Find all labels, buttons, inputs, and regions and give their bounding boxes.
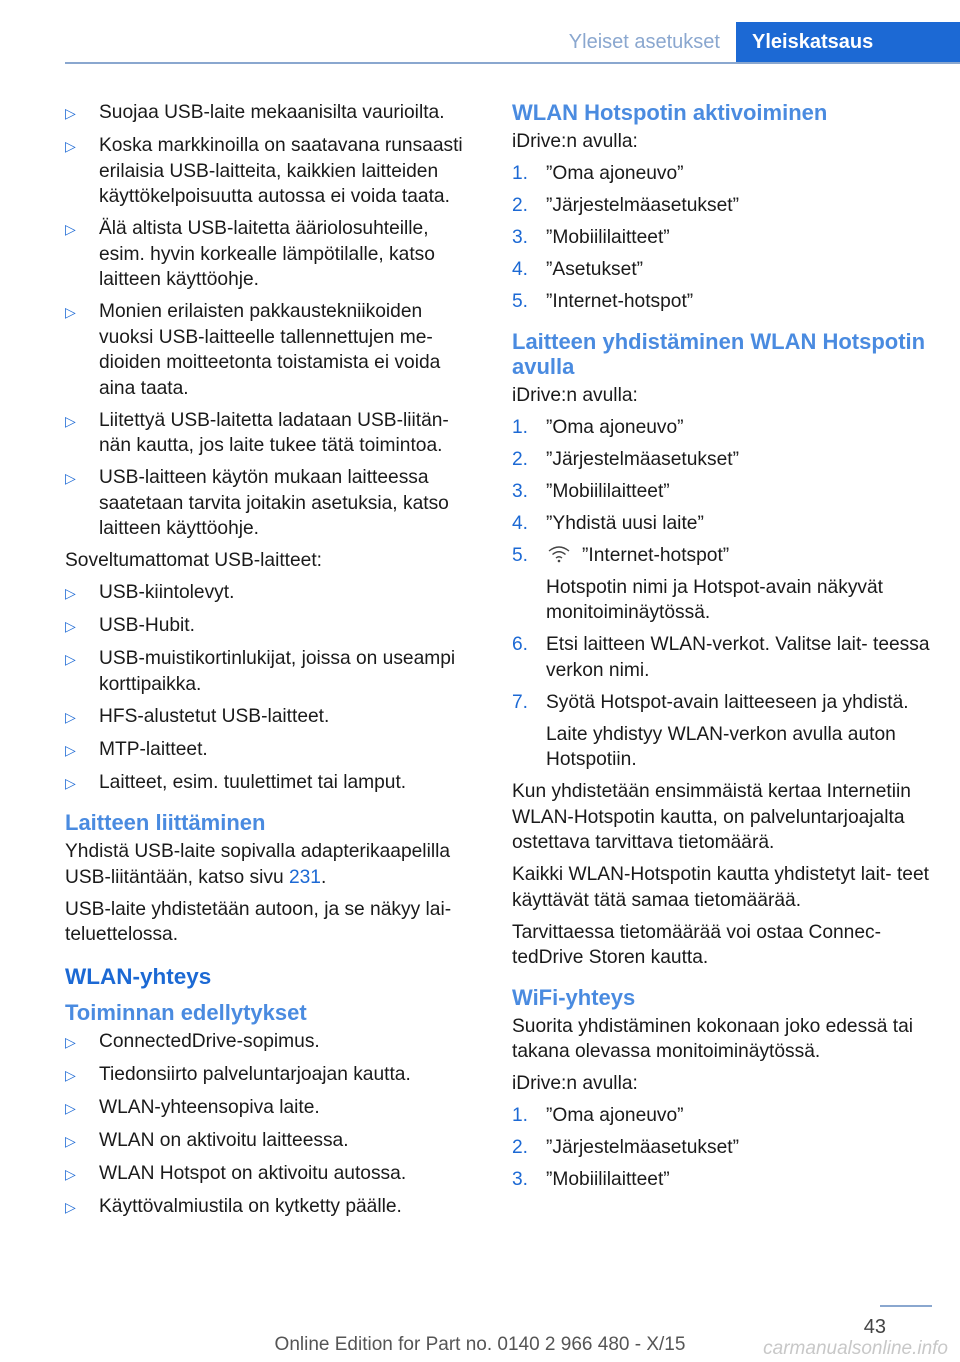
list-item bbox=[512, 1167, 932, 1193]
list-item bbox=[512, 289, 932, 315]
bullet-text: USB-laitteen käytön mukaan laitteessa saatetaan tarvita joitakin asetuksia, katso laitteen käyttöohje. bbox=[99, 467, 449, 539]
bullet-triangle-icon: ▷ bbox=[65, 304, 76, 320]
list-item bbox=[512, 543, 932, 626]
bullet-triangle-icon: ▷ bbox=[65, 221, 76, 237]
heading-requirements: Toiminnan edellytykset bbox=[65, 999, 307, 1025]
step-text: ”Asetukset” bbox=[546, 259, 644, 280]
step-number: 4. bbox=[512, 259, 529, 280]
page-number: 43 bbox=[863, 1316, 886, 1338]
list-item bbox=[65, 216, 475, 293]
list-item bbox=[65, 704, 475, 731]
step-number: 3. bbox=[512, 480, 529, 502]
step-text: Syötä Hotspot-avain laitteeseen ja yhdistä. bbox=[546, 691, 909, 713]
connect-text-a: Yhdistä USB-laite sopivalla adapterikaapelilla USB-liitäntään, katso sivu bbox=[65, 841, 451, 888]
idrive-label-3: iDrive:n avulla: bbox=[512, 1073, 638, 1094]
bullet-text: Laitteet, esim. tuulettimet tai lamput. bbox=[99, 771, 407, 793]
step-number: 2. bbox=[512, 1137, 529, 1158]
heading-connect-device: Laitteen liittäminen bbox=[65, 810, 266, 835]
bullet-text: ConnectedDrive-sopimus. bbox=[99, 1030, 320, 1052]
bullet-triangle-icon: ▷ bbox=[65, 1198, 76, 1215]
step-text: ”Mobiililaitteet” bbox=[546, 480, 670, 502]
list-item bbox=[65, 770, 475, 797]
list-item bbox=[512, 225, 932, 251]
list-item bbox=[65, 1128, 475, 1155]
list-item bbox=[512, 632, 932, 683]
bullet-text: Käyttövalmiustila on kytketty päälle. bbox=[99, 1195, 402, 1217]
bullet-triangle-icon: ▷ bbox=[65, 1165, 76, 1182]
wifi-steps bbox=[512, 1103, 932, 1193]
left-column bbox=[65, 100, 475, 1227]
usb-notes-list bbox=[65, 100, 475, 542]
bullet-text: USB-kiintolevyt. bbox=[99, 582, 235, 603]
bullet-triangle-icon: ▷ bbox=[65, 774, 76, 791]
bullet-triangle-icon: ▷ bbox=[65, 1033, 76, 1050]
connect-paragraph-1 bbox=[65, 839, 475, 890]
step-text: ”Yhdistä uusi laite” bbox=[546, 512, 704, 534]
step-text: ”Järjestelmäasetukset” bbox=[546, 195, 740, 216]
connect-paragraph-2: USB-laite yhdistetään autoon, ja se näkyy lai- teluettelossa. bbox=[65, 898, 452, 945]
connect-text-b: . bbox=[320, 866, 327, 888]
bullet-triangle-icon: ▷ bbox=[65, 1132, 76, 1149]
bullet-triangle-icon: ▷ bbox=[65, 651, 76, 667]
list-item bbox=[65, 1062, 475, 1089]
step-text: ”Mobiililaitteet” bbox=[546, 1169, 670, 1190]
list-item bbox=[512, 1135, 932, 1161]
header-bar bbox=[65, 0, 960, 64]
data-purchase-paragraph: Kun yhdistetään ensimmäistä kertaa Internetiin WLAN-Hotspotin kautta, on palveluntarjoajalta ostettava tarvittava tietomäärä. bbox=[512, 781, 911, 853]
bullet-triangle-icon: ▷ bbox=[65, 105, 76, 121]
list-item bbox=[65, 408, 475, 459]
list-item bbox=[65, 465, 475, 542]
list-item bbox=[65, 1029, 475, 1056]
unsuitable-devices-label: Soveltumattomat USB-laitteet: bbox=[65, 550, 323, 571]
bullet-triangle-icon: ▷ bbox=[65, 412, 76, 429]
step-number: 5. bbox=[512, 291, 529, 312]
list-item bbox=[65, 580, 475, 607]
bullet-text: WLAN Hotspot on aktivoitu autossa. bbox=[99, 1162, 407, 1184]
idrive-label-1: iDrive:n avulla: bbox=[512, 131, 638, 152]
list-item bbox=[65, 100, 475, 127]
list-item bbox=[65, 737, 475, 764]
list-item bbox=[65, 133, 475, 210]
right-column bbox=[512, 100, 932, 1199]
bullet-triangle-icon: ▷ bbox=[65, 741, 76, 758]
step-number: 3. bbox=[512, 227, 529, 248]
step-text: ”Internet-hotspot” bbox=[546, 291, 694, 312]
step-number: 1. bbox=[512, 163, 529, 184]
step-number: 2. bbox=[512, 195, 529, 216]
list-item bbox=[512, 1103, 932, 1129]
list-item bbox=[512, 415, 932, 441]
list-item bbox=[512, 511, 932, 537]
step-text: ”Oma ajoneuvo” bbox=[546, 416, 684, 438]
step-subtext: Laite yhdistyy WLAN-verkon avulla auton Hotspotiin. bbox=[546, 723, 896, 770]
page-link-231[interactable]: 231 bbox=[288, 866, 321, 888]
bullet-text: Liitettyä USB-laitetta ladataan USB-liitän- nän kautta, jos laite tukee tätä toimintoa. bbox=[99, 409, 449, 456]
bullet-text: WLAN on aktivoitu laitteessa. bbox=[99, 1129, 349, 1151]
heading-pair-device: Laitteen yhdistäminen WLAN Hotspotin avulla bbox=[512, 328, 926, 379]
step-number: 5. bbox=[512, 544, 529, 566]
bullet-text: MTP-laitteet. bbox=[99, 738, 208, 760]
list-item bbox=[65, 299, 475, 401]
bullet-triangle-icon: ▷ bbox=[65, 470, 76, 486]
watermark: carmanualsonline.info bbox=[763, 1338, 948, 1359]
step-number: 2. bbox=[512, 448, 529, 470]
step-text: ”Järjestelmäasetukset” bbox=[546, 1137, 740, 1158]
step-text: ”Järjestelmäasetukset” bbox=[546, 448, 740, 470]
step-number: 7. bbox=[512, 691, 529, 713]
list-item bbox=[512, 447, 932, 473]
shared-data-paragraph: Kaikki WLAN-Hotspotin kautta yhdistetyt lait- teet käyttävät tätä samaa tietomäärää. bbox=[512, 864, 929, 911]
step-text: ”Oma ajoneuvo” bbox=[546, 1105, 684, 1126]
bullet-text: Älä altista USB-laitetta ääriolosuhteille, esim. hyvin korkealle lämpötilalle, katso laitteen käyttöohje. bbox=[99, 218, 435, 290]
list-item bbox=[512, 479, 932, 505]
bullet-triangle-icon: ▷ bbox=[65, 618, 76, 634]
list-item bbox=[512, 193, 932, 219]
step-text: ”Oma ajoneuvo” bbox=[546, 163, 684, 184]
heading-wlan: WLAN-yhteys bbox=[65, 963, 212, 989]
heading-wifi: WiFi-yhteys bbox=[512, 984, 636, 1010]
bullet-text: USB-Hubit. bbox=[99, 615, 195, 636]
step-text: Etsi laitteen WLAN-verkot. Valitse lait- teessa verkon nimi. bbox=[546, 634, 930, 681]
step-number: 3. bbox=[512, 1169, 529, 1190]
edition-footer: Online Edition for Part no. 0140 2 966 480 - X/15 bbox=[274, 1334, 686, 1355]
section-tab-general-settings: Yleiset asetukset bbox=[568, 31, 720, 53]
list-item bbox=[512, 257, 932, 283]
store-paragraph: Tarvittaessa tietomäärää voi ostaa Connec- tedDrive Storen kautta. bbox=[512, 921, 882, 968]
bullet-text: HFS-alustetut USB-laitteet. bbox=[99, 705, 330, 727]
step-subtext: Hotspotin nimi ja Hotspot-avain näkyvät monitoiminäytössä. bbox=[546, 576, 884, 623]
bullet-text: Koska markkinoilla on saatavana runsaasti erilaisia USB-laitteita, kaikkien laitteiden käyttökelpoisuutta autossa ei voida taata. bbox=[99, 135, 463, 207]
bullet-triangle-icon: ▷ bbox=[65, 1066, 76, 1083]
idrive-label-2: iDrive:n avulla: bbox=[512, 384, 638, 406]
list-item bbox=[65, 1194, 475, 1221]
step-number: 6. bbox=[512, 634, 529, 655]
bullet-triangle-icon: ▷ bbox=[65, 1099, 76, 1116]
bullet-triangle-icon: ▷ bbox=[65, 585, 76, 601]
bullet-triangle-icon: ▷ bbox=[65, 138, 76, 154]
step-number: 1. bbox=[512, 1105, 529, 1126]
bullet-text: Suojaa USB-laite mekaanisilta vaurioilta. bbox=[99, 102, 445, 123]
footer-rule bbox=[880, 1305, 932, 1307]
heading-activate-hotspot: WLAN Hotspotin aktivoiminen bbox=[512, 100, 828, 125]
list-item bbox=[65, 613, 475, 640]
bullet-text: Monien erilaisten pakkaustekniikoiden vuoksi USB-laitteelle tallennettujen me- dioiden moitteetonta toistamista ei voida aina taata. bbox=[99, 301, 441, 399]
wifi-paragraph: Suorita yhdistäminen kokonaan joko edessä tai takana olevassa monitoiminäytössä. bbox=[512, 1015, 914, 1062]
step-text: ”Internet-hotspot” bbox=[582, 544, 730, 566]
list-item bbox=[512, 690, 932, 773]
step-number: 1. bbox=[512, 416, 529, 438]
bullet-text: USB-muistikortinlukijat, joissa on useampi korttipaikka. bbox=[99, 648, 456, 695]
requirements-list bbox=[65, 1029, 475, 1221]
list-item bbox=[65, 1161, 475, 1188]
pair-steps bbox=[512, 415, 932, 537]
wifi-icon bbox=[548, 545, 570, 563]
unsuitable-devices-list bbox=[65, 580, 475, 796]
activate-steps bbox=[512, 161, 932, 315]
bullet-text: Tiedonsiirto palveluntarjoajan kautta. bbox=[99, 1063, 411, 1085]
bullet-text: WLAN-yhteensopiva laite. bbox=[99, 1096, 320, 1118]
pair-steps-continued bbox=[512, 543, 932, 773]
list-item bbox=[65, 1095, 475, 1122]
step-number: 4. bbox=[512, 512, 529, 534]
list-item bbox=[65, 646, 475, 697]
list-item bbox=[512, 161, 932, 187]
bullet-triangle-icon: ▷ bbox=[65, 708, 76, 725]
section-tab-overview: Yleiskatsaus bbox=[736, 22, 960, 62]
step-text: ”Mobiililaitteet” bbox=[546, 227, 670, 248]
